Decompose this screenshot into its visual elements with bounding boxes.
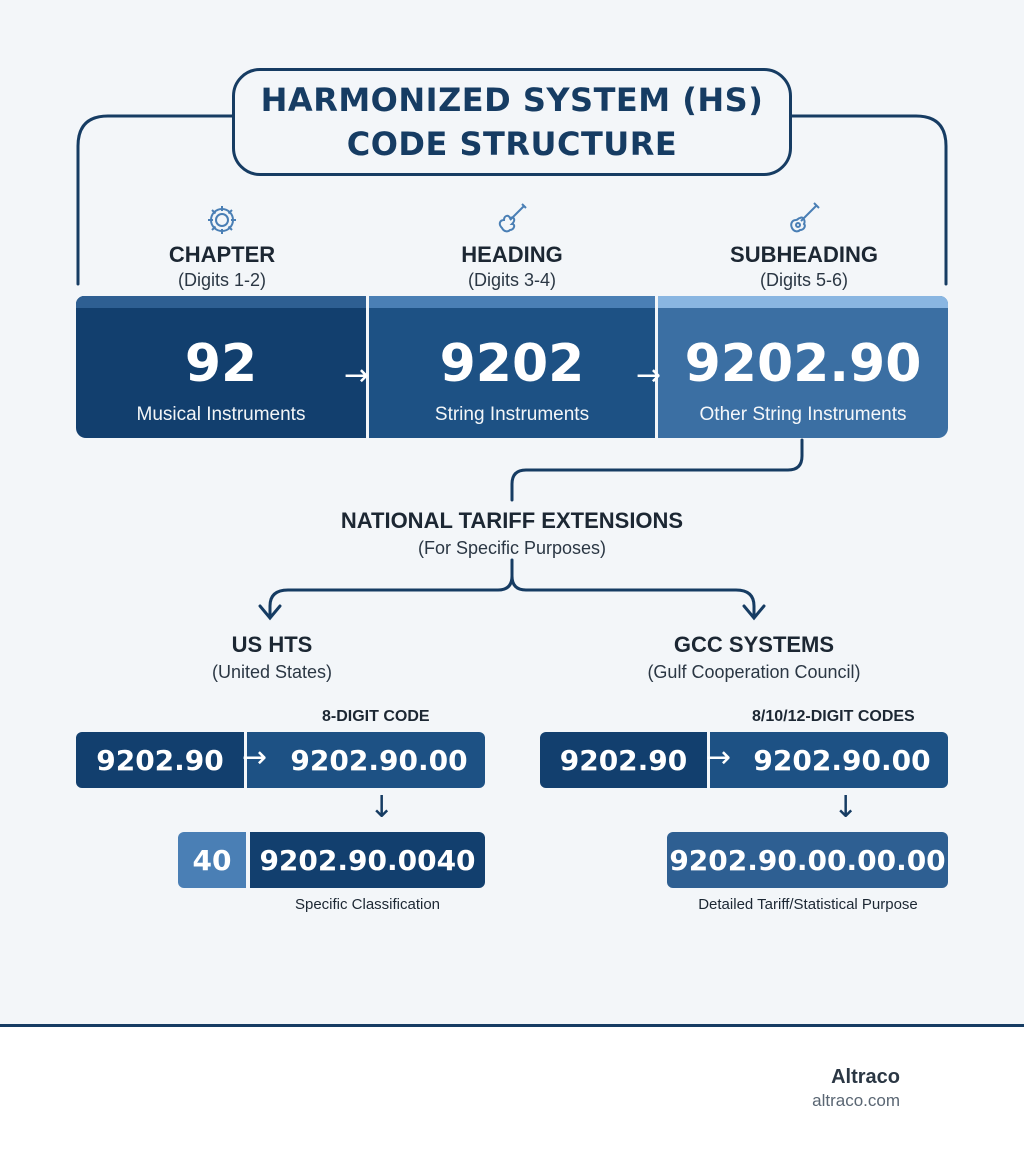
us-subtitle: (United States) — [211, 662, 333, 682]
subheading-description: Other String Instruments — [699, 404, 907, 425]
national-heading — [262, 508, 762, 559]
subheading-code: 9202.90 — [684, 334, 922, 394]
chapter-code: 92 — [184, 334, 258, 394]
guitar-icon — [658, 198, 950, 238]
brand-block — [812, 1066, 900, 1111]
arrow-right-icon: → — [636, 358, 662, 393]
violin-icon — [366, 198, 658, 238]
arrow-down-icon: ↓ — [833, 790, 859, 825]
level-chapter — [76, 198, 368, 291]
gcc-heading — [574, 632, 934, 683]
gcc-base-code: 9202.90 — [540, 732, 707, 788]
us-title: US HTS — [231, 632, 313, 657]
level-digits: (Digits 3-4) — [467, 270, 556, 290]
arrow-right-icon: → — [242, 740, 268, 775]
chapter-description: Musical Instruments — [136, 404, 306, 425]
national-subtitle: (For Specific Purposes) — [417, 538, 607, 558]
us-final-code: 9202.90.0040 — [250, 832, 485, 888]
heading-code: 9202 — [439, 334, 585, 394]
chapter-code-block — [76, 296, 366, 438]
arrow-down-icon: ↓ — [369, 790, 395, 825]
us-suffix: 40 — [178, 832, 246, 888]
arrow-right-icon: → — [344, 358, 370, 393]
gcc-final-code: 9202.90.00.00.00 — [667, 832, 948, 888]
gcc-code-label: 8/10/12-DIGIT CODES — [752, 708, 915, 725]
us-code-label: 8-DIGIT CODE — [322, 708, 430, 725]
subheading-code-block — [658, 296, 948, 438]
gcc-title: GCC SYSTEMS — [673, 632, 835, 657]
gcc-extended-code: 9202.90.00 — [710, 732, 948, 788]
title-line-2: CODE STRUCTURE — [346, 125, 678, 163]
heading-code-block — [369, 296, 655, 438]
level-digits: (Digits 5-6) — [759, 270, 848, 290]
connector-national-branch — [270, 560, 512, 616]
level-heading — [366, 198, 658, 291]
level-title: SUBHEADING — [730, 242, 878, 267]
gear-icon — [76, 198, 368, 238]
us-extended-code: 9202.90.00 — [247, 732, 485, 788]
level-title: CHAPTER — [168, 242, 276, 267]
connector-national-branch-right — [512, 576, 754, 616]
connector-subheading-national — [512, 440, 802, 500]
us-base-code: 9202.90 — [76, 732, 244, 788]
national-title: NATIONAL TARIFF EXTENSIONS — [340, 508, 684, 533]
us-caption: Specific Classification — [294, 896, 441, 913]
brand-name: Altraco — [831, 1066, 900, 1088]
level-title: HEADING — [461, 242, 563, 267]
us-heading — [92, 632, 452, 683]
title-box — [232, 68, 792, 176]
gcc-subtitle: (Gulf Cooperation Council) — [647, 662, 861, 682]
level-digits: (Digits 1-2) — [177, 270, 266, 290]
arrow-right-icon: → — [706, 740, 732, 775]
brand-url[interactable]: altraco.com — [812, 1091, 900, 1110]
level-subheading — [658, 198, 950, 291]
heading-description: String Instruments — [434, 404, 590, 425]
gcc-caption: Detailed Tariff/Statistical Purpose — [698, 896, 918, 913]
title-line-1: HARMONIZED SYSTEM (HS) — [260, 81, 764, 119]
